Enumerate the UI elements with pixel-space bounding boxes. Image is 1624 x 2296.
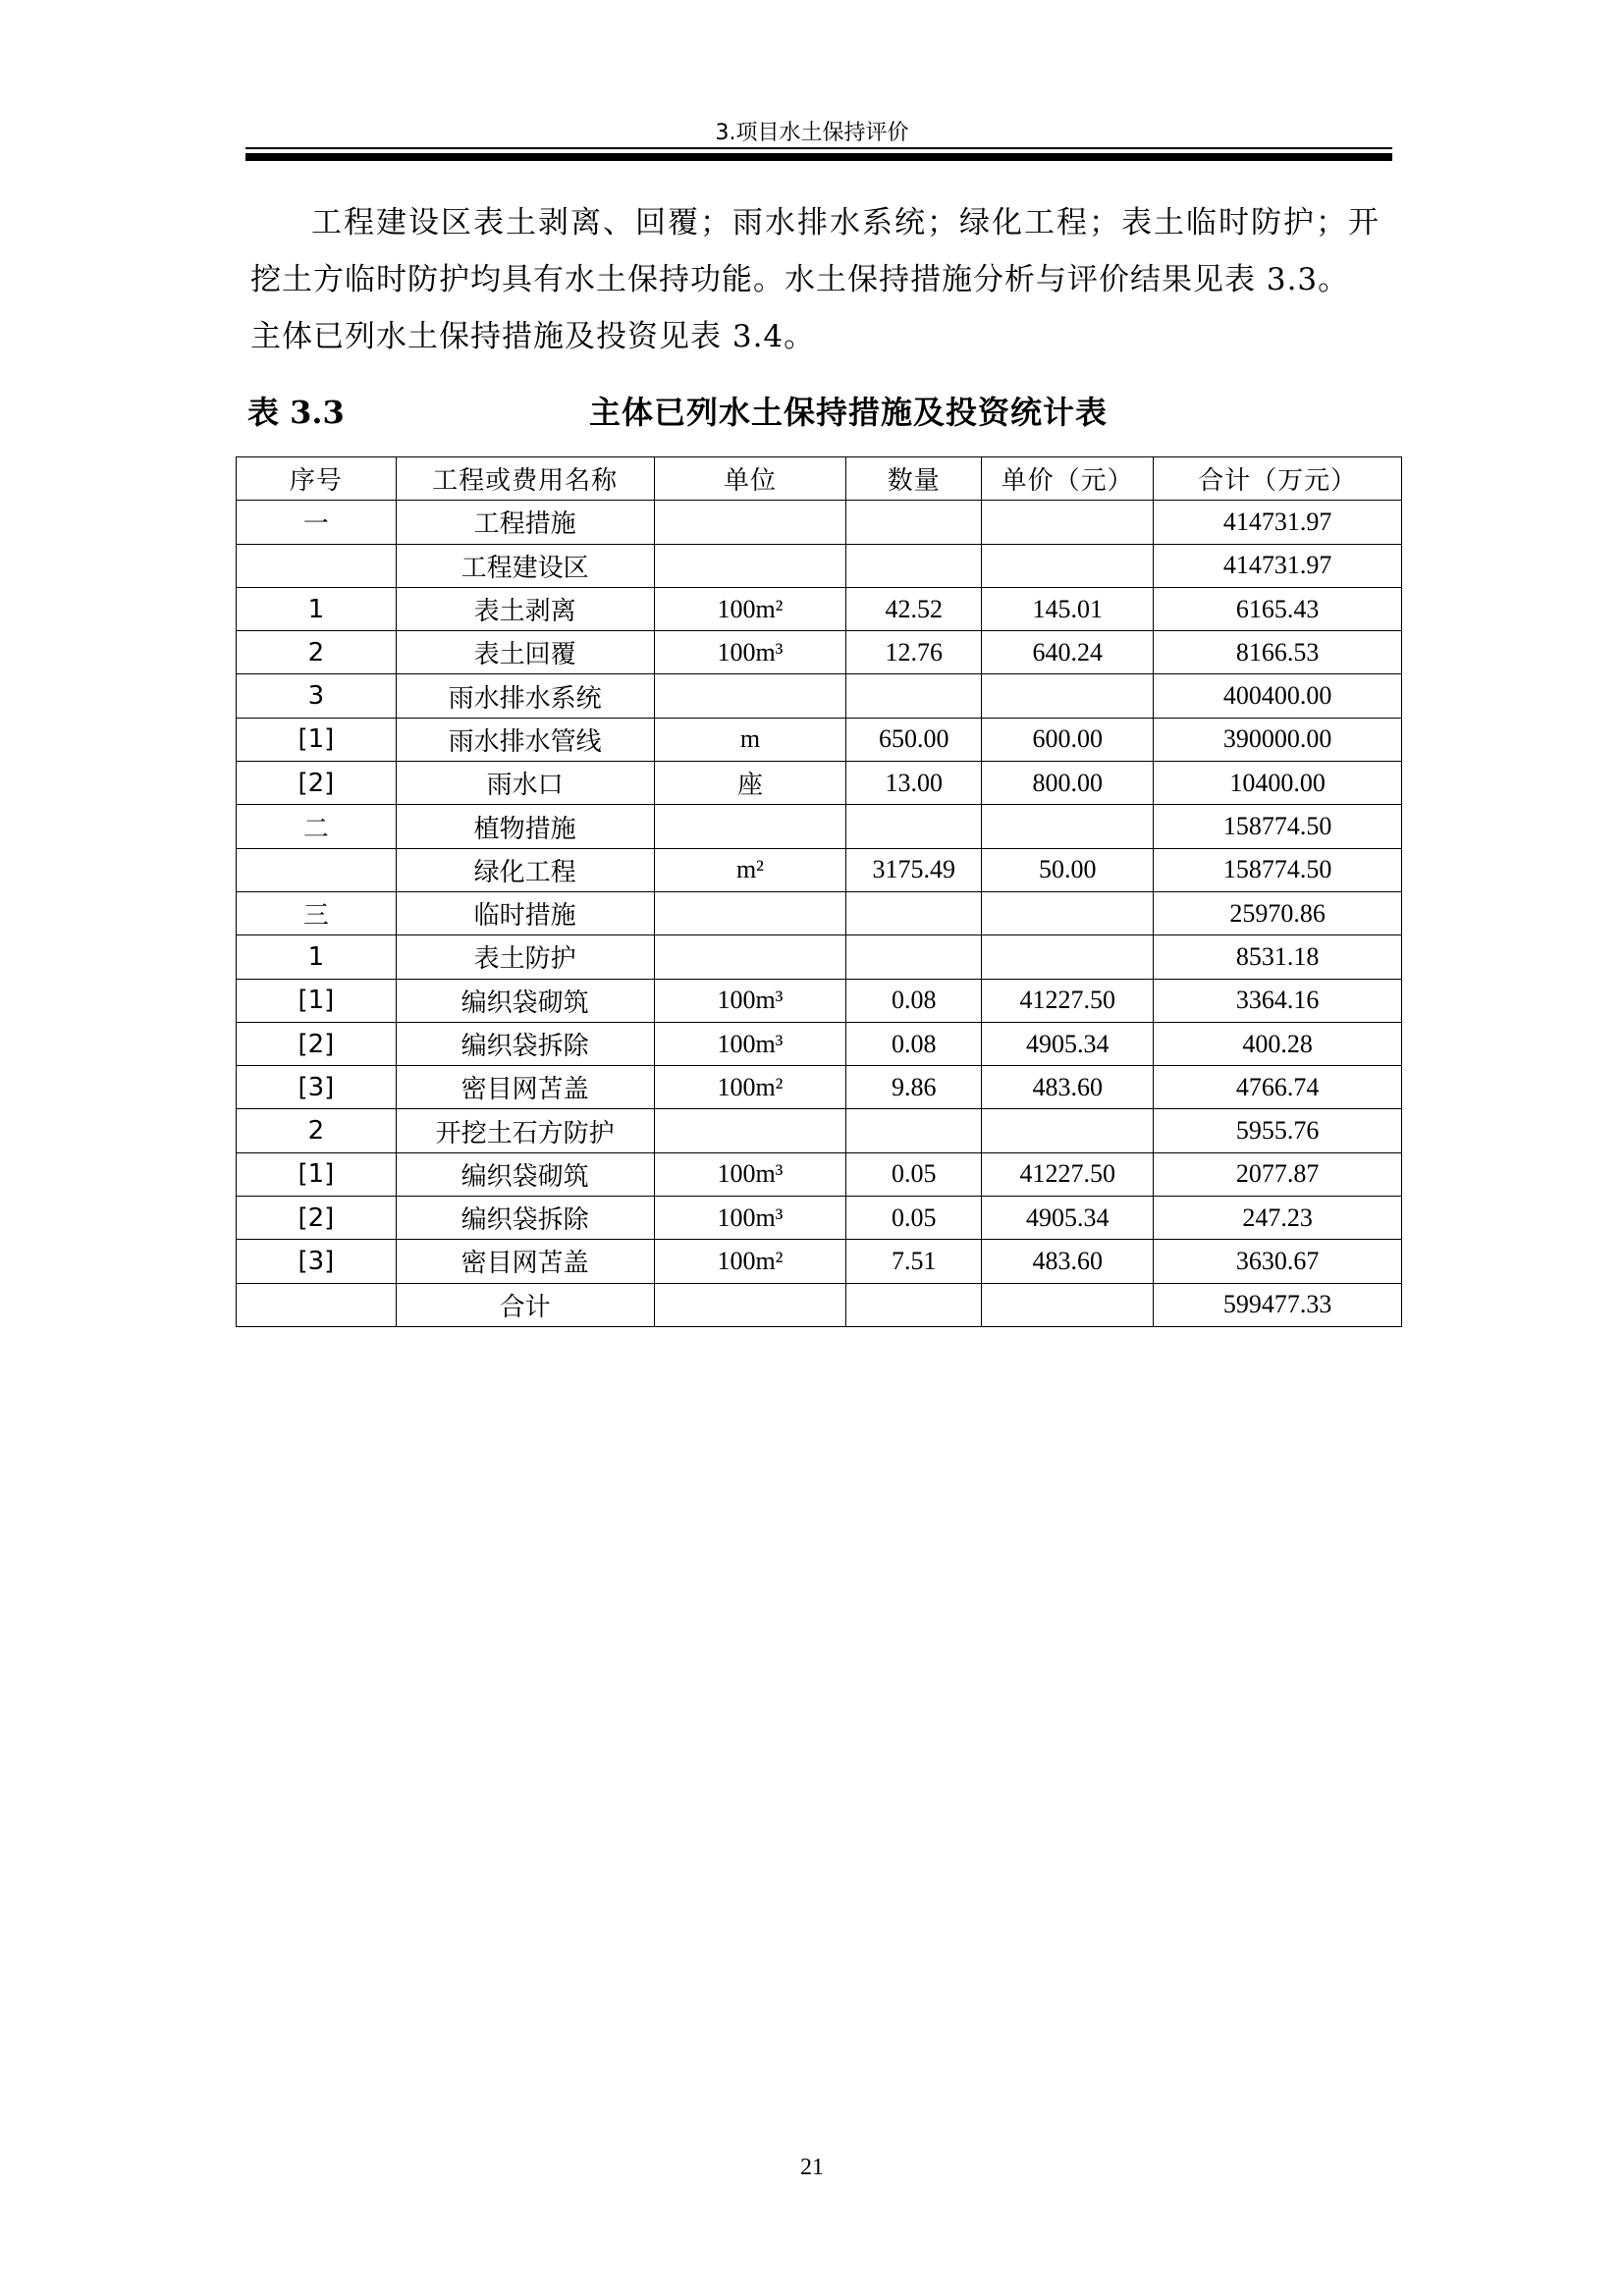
- cell-name: 表土剥离: [396, 587, 654, 630]
- cell-unit: 100m³: [654, 1197, 846, 1240]
- cell-unit: [654, 805, 846, 848]
- cell-unit-price: 4905.34: [982, 1022, 1154, 1065]
- table-body: [237, 501, 1402, 1327]
- table-title: 主体已列水土保持措施及投资统计表: [589, 394, 1109, 431]
- cell-name: 表土防护: [396, 935, 654, 979]
- header-rule-thick: [245, 153, 1392, 161]
- cell-total: 414731.97: [1154, 501, 1402, 544]
- cell-seq: 二: [237, 805, 397, 848]
- cell-unit: 座: [654, 762, 846, 805]
- cell-unit-price: 600.00: [982, 718, 1154, 761]
- cell-total: 400400.00: [1154, 674, 1402, 718]
- cell-unit: 100m³: [654, 979, 846, 1022]
- header-unit: 单位: [654, 457, 846, 501]
- cell-total: 247.23: [1154, 1197, 1402, 1240]
- cell-unit: 100m²: [654, 587, 846, 630]
- cell-seq: [237, 1283, 397, 1326]
- cell-unit-price: 640.24: [982, 631, 1154, 674]
- cell-quantity: 0.08: [846, 979, 982, 1022]
- cell-quantity: [846, 674, 982, 718]
- header-name: 工程或费用名称: [396, 457, 654, 501]
- table-row: [237, 1240, 1402, 1283]
- cell-unit-price: 41227.50: [982, 979, 1154, 1022]
- cell-total: 3630.67: [1154, 1240, 1402, 1283]
- cell-seq: 2: [237, 1109, 397, 1152]
- table-row: [237, 587, 1402, 630]
- cell-unit: m: [654, 718, 846, 761]
- cell-seq: 3: [237, 674, 397, 718]
- table-label: 表 3.3: [247, 394, 345, 431]
- cell-quantity: 3175.49: [846, 848, 982, 891]
- cell-name: 编织袋拆除: [396, 1197, 654, 1240]
- cell-total: 400.28: [1154, 1022, 1402, 1065]
- cell-quantity: 650.00: [846, 718, 982, 761]
- header-quantity: 数量: [846, 457, 982, 501]
- cell-total: 158774.50: [1154, 848, 1402, 891]
- cell-seq: [1]: [237, 1152, 397, 1196]
- cell-seq: 一: [237, 501, 397, 544]
- header-seq: 序号: [237, 457, 397, 501]
- table-row: [237, 1066, 1402, 1109]
- cell-seq: 三: [237, 891, 397, 934]
- cell-quantity: [846, 935, 982, 979]
- table-row: [237, 1283, 1402, 1326]
- cell-quantity: [846, 544, 982, 587]
- cell-unit-price: [982, 501, 1154, 544]
- cell-total: 10400.00: [1154, 762, 1402, 805]
- cell-unit-price: 4905.34: [982, 1197, 1154, 1240]
- table-header-row: [237, 457, 1402, 501]
- cell-quantity: 9.86: [846, 1066, 982, 1109]
- table-row: [237, 848, 1402, 891]
- cell-name: 编织袋砌筑: [396, 1152, 654, 1196]
- cell-unit: m²: [654, 848, 846, 891]
- cell-unit: [654, 891, 846, 934]
- table-row: [237, 718, 1402, 761]
- table-row: [237, 891, 1402, 934]
- cell-unit-price: [982, 544, 1154, 587]
- cell-name: 工程建设区: [396, 544, 654, 587]
- cell-unit: [654, 935, 846, 979]
- cell-quantity: [846, 1283, 982, 1326]
- cell-total: 6165.43: [1154, 587, 1402, 630]
- running-header: 3.项目水土保持评价: [715, 121, 909, 145]
- cell-unit: [654, 1109, 846, 1152]
- cell-name: 工程措施: [396, 501, 654, 544]
- cell-name: 密目网苫盖: [396, 1240, 654, 1283]
- cell-total: 3364.16: [1154, 979, 1402, 1022]
- cell-quantity: 0.08: [846, 1022, 982, 1065]
- cell-quantity: 13.00: [846, 762, 982, 805]
- cell-unit: [654, 1283, 846, 1326]
- table-row: [237, 1109, 1402, 1152]
- cell-quantity: 7.51: [846, 1240, 982, 1283]
- cell-name: 密目网苫盖: [396, 1066, 654, 1109]
- cell-unit-price: 145.01: [982, 587, 1154, 630]
- cell-name: 编织袋砌筑: [396, 979, 654, 1022]
- cell-unit-price: [982, 1109, 1154, 1152]
- cell-seq: [237, 848, 397, 891]
- cell-unit: [654, 501, 846, 544]
- table-row: [237, 501, 1402, 544]
- cell-seq: [3]: [237, 1066, 397, 1109]
- cell-name: 植物措施: [396, 805, 654, 848]
- cell-total: 4766.74: [1154, 1066, 1402, 1109]
- cell-quantity: [846, 501, 982, 544]
- cell-seq: 1: [237, 935, 397, 979]
- cell-unit-price: 50.00: [982, 848, 1154, 891]
- cell-quantity: 42.52: [846, 587, 982, 630]
- cell-unit: [654, 674, 846, 718]
- header-total: 合计（万元）: [1154, 457, 1402, 501]
- cell-unit-price: [982, 1283, 1154, 1326]
- body-paragraph-line-1: 工程建设区表土剥离、回覆；雨水排水系统；绿化工程；表土临时防护；开: [311, 205, 1380, 240]
- cell-unit-price: [982, 935, 1154, 979]
- table-row: [237, 935, 1402, 979]
- cell-unit: [654, 544, 846, 587]
- cell-seq: [2]: [237, 762, 397, 805]
- cell-name: 雨水口: [396, 762, 654, 805]
- cell-unit-price: [982, 891, 1154, 934]
- header-rule-thin: [245, 147, 1392, 149]
- header-unit-price: 单价（元）: [982, 457, 1154, 501]
- body-paragraph-line-2: 挖土方临时防护均具有水土保持功能。水土保持措施分析与评价结果见表 3.3。: [250, 262, 1350, 297]
- cell-total: 8166.53: [1154, 631, 1402, 674]
- table-row: [237, 805, 1402, 848]
- cell-quantity: [846, 1109, 982, 1152]
- cell-name: 雨水排水系统: [396, 674, 654, 718]
- investment-table: [236, 456, 1402, 1327]
- cell-unit-price: 800.00: [982, 762, 1154, 805]
- cell-unit: 100m²: [654, 1240, 846, 1283]
- cell-total: 5955.76: [1154, 1109, 1402, 1152]
- cell-total: 8531.18: [1154, 935, 1402, 979]
- cell-total: 414731.97: [1154, 544, 1402, 587]
- table-row: [237, 1197, 1402, 1240]
- cell-seq: [3]: [237, 1240, 397, 1283]
- cell-name: 表土回覆: [396, 631, 654, 674]
- cell-seq: 2: [237, 631, 397, 674]
- table-row: [237, 544, 1402, 587]
- cell-seq: [2]: [237, 1197, 397, 1240]
- cell-quantity: 0.05: [846, 1197, 982, 1240]
- cell-total: 390000.00: [1154, 718, 1402, 761]
- cell-name: 雨水排水管线: [396, 718, 654, 761]
- cell-seq: [237, 544, 397, 587]
- cell-unit-price: [982, 805, 1154, 848]
- cell-unit: 100m³: [654, 631, 846, 674]
- cell-name: 绿化工程: [396, 848, 654, 891]
- table-row: [237, 1022, 1402, 1065]
- table-row: [237, 631, 1402, 674]
- cell-seq: 1: [237, 587, 397, 630]
- cell-name: 开挖土石方防护: [396, 1109, 654, 1152]
- table-row: [237, 762, 1402, 805]
- cell-unit-price: 41227.50: [982, 1152, 1154, 1196]
- cell-name: 编织袋拆除: [396, 1022, 654, 1065]
- cell-seq: [1]: [237, 979, 397, 1022]
- table-row: [237, 979, 1402, 1022]
- cell-quantity: 0.05: [846, 1152, 982, 1196]
- cell-name: 合计: [396, 1283, 654, 1326]
- cell-unit: 100m³: [654, 1152, 846, 1196]
- cell-seq: [1]: [237, 718, 397, 761]
- cell-unit-price: 483.60: [982, 1066, 1154, 1109]
- cell-name: 临时措施: [396, 891, 654, 934]
- page-number: 21: [800, 2155, 824, 2180]
- body-paragraph-line-3: 主体已列水土保持措施及投资见表 3.4。: [250, 319, 816, 354]
- cell-total: 599477.33: [1154, 1283, 1402, 1326]
- table-row: [237, 1152, 1402, 1196]
- cell-seq: [2]: [237, 1022, 397, 1065]
- cell-unit-price: [982, 674, 1154, 718]
- cell-quantity: [846, 891, 982, 934]
- cell-quantity: [846, 805, 982, 848]
- cell-unit: 100m²: [654, 1066, 846, 1109]
- cell-unit: 100m³: [654, 1022, 846, 1065]
- cell-quantity: 12.76: [846, 631, 982, 674]
- cell-unit-price: 483.60: [982, 1240, 1154, 1283]
- cell-total: 25970.86: [1154, 891, 1402, 934]
- table-row: [237, 674, 1402, 718]
- cell-total: 2077.87: [1154, 1152, 1402, 1196]
- cell-total: 158774.50: [1154, 805, 1402, 848]
